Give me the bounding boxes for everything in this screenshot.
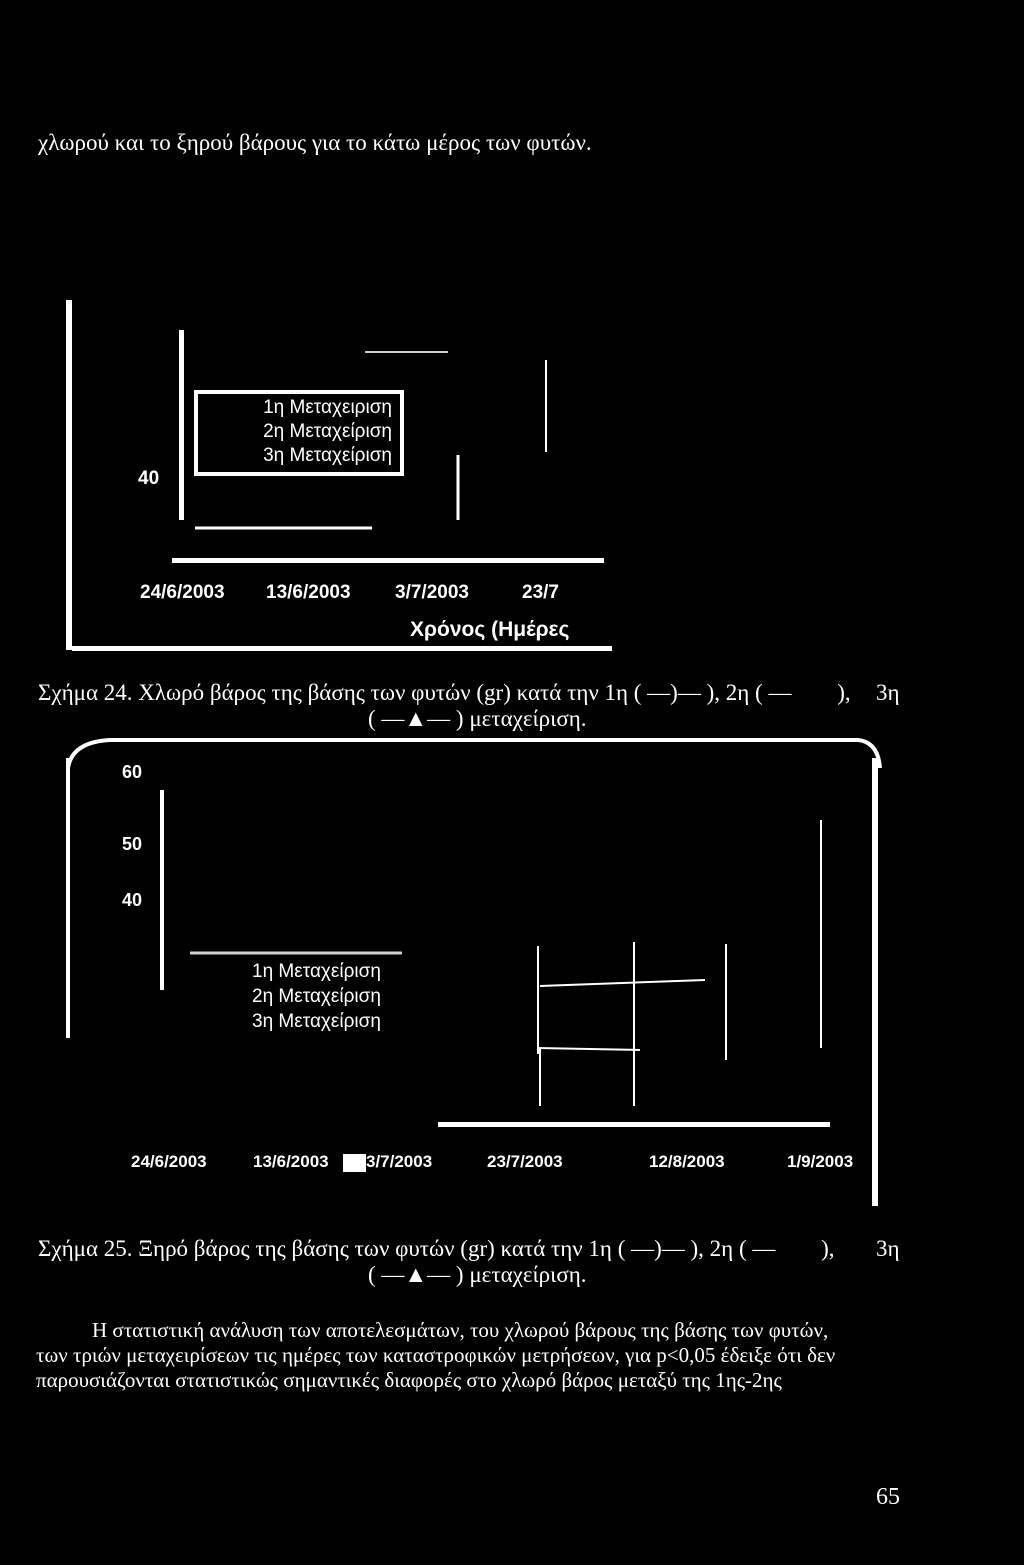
caption-25-text: Ξηρό βάρος της βάσης των φυτών (gr) κατά την 1η ( —)— ), 2η ( —: [138, 1236, 776, 1261]
y-axis: [179, 330, 184, 520]
caption-24-tail: ),: [837, 680, 851, 705]
caption-24-line1: [38, 680, 851, 706]
x-tick-3: 3/7/2003: [395, 582, 469, 603]
x-tick-5: 12/8/2003: [649, 1152, 725, 1171]
legend-item-1: 1η Μεταχειριση: [263, 397, 392, 418]
paragraph-line-1: Η στατιστική ανάλυση των αποτελεσμάτων, του χλωρού βάρους της βάσης των φυτών,: [92, 1318, 829, 1342]
frame-bottom-edge: [72, 646, 612, 651]
figure-25-frame: [0, 728, 1024, 1218]
x-tick-2: 13/6/2003: [253, 1152, 329, 1171]
x-tick-4: 23/7: [522, 582, 559, 603]
intro-line: χλωρού και το ξηρού βάρους για το κάτω μέρος των φυτών.: [38, 130, 592, 155]
frame-top-edge: [68, 740, 880, 768]
x-tick-1: 24/6/2003: [131, 1152, 207, 1171]
legend-item-3: 3η Μεταχείριση: [263, 445, 392, 466]
y-axis: [160, 790, 164, 990]
y-tick-40: 40: [122, 890, 143, 910]
frame-left-edge: [66, 758, 70, 1038]
figure-25: [0, 728, 1024, 1218]
caption-25-label: Σχήμα 25.: [38, 1236, 133, 1261]
frame-right-edge: [872, 758, 878, 1206]
paragraph-line-3: παρουσιάζονται στατιστικώς σημαντικές διαφορές στο χλωρό βάρος μεταξύ της 1ης-2ης: [36, 1368, 782, 1392]
x-tick-2: 13/6/2003: [266, 582, 351, 603]
paragraph-line-2: των τριών μεταχειρίσεων τις ημέρες των καταστροφικών μετρήσεων, για p<0,05 έδειξε ότι δεν: [36, 1343, 836, 1367]
caption-25-line1: [38, 1236, 835, 1262]
x-tick-1: 24/6/2003: [140, 582, 225, 603]
legend-figure-24: [194, 390, 404, 476]
x-axis: [438, 1122, 830, 1127]
caption-24-line2: ( —▲— ) μεταχείριση.: [368, 706, 587, 731]
figure-24: [0, 290, 1024, 670]
x-tick-6: 1/9/2003: [787, 1152, 854, 1171]
legend-figure-25: [242, 960, 422, 1040]
x-axis: [172, 558, 604, 563]
caption-25-tail: ),: [821, 1236, 835, 1261]
x-tick-3: 3/7/2003: [366, 1152, 433, 1171]
legend-item-1: 1η Μεταχείριση: [252, 961, 381, 982]
y-tick-60: 60: [122, 762, 143, 782]
legend-item-2: 2η Μεταχείριση: [263, 421, 392, 442]
tick-overlap-block: [343, 1154, 366, 1172]
caption-25-line2: ( —▲— ) μεταχείριση.: [368, 1262, 587, 1287]
caption-24-right: 3η: [876, 680, 900, 705]
legend-item-2: 2η Μεταχείριση: [252, 986, 381, 1007]
page-number: 65: [876, 1484, 900, 1510]
series-line-2: [537, 1048, 640, 1050]
frame-left-edge: [66, 300, 72, 650]
x-tick-4: 23/7/2003: [487, 1152, 563, 1171]
y-tick-40: 40: [138, 468, 160, 489]
y-tick-50: 50: [122, 834, 143, 854]
legend-item-3: 3η Μεταχείριση: [252, 1011, 381, 1032]
caption-25-right: 3η: [876, 1236, 900, 1261]
body-paragraph: [36, 1318, 986, 1393]
caption-24-text: Χλωρό βάρος της βάσης των φυτών (gr) κατά την 1η ( —)— ), 2η ( —: [138, 680, 792, 705]
series-line-1: [540, 980, 705, 986]
x-axis-title: Χρόνος (Ημέρες: [410, 618, 570, 641]
caption-24-label: Σχήμα 24.: [38, 680, 133, 705]
